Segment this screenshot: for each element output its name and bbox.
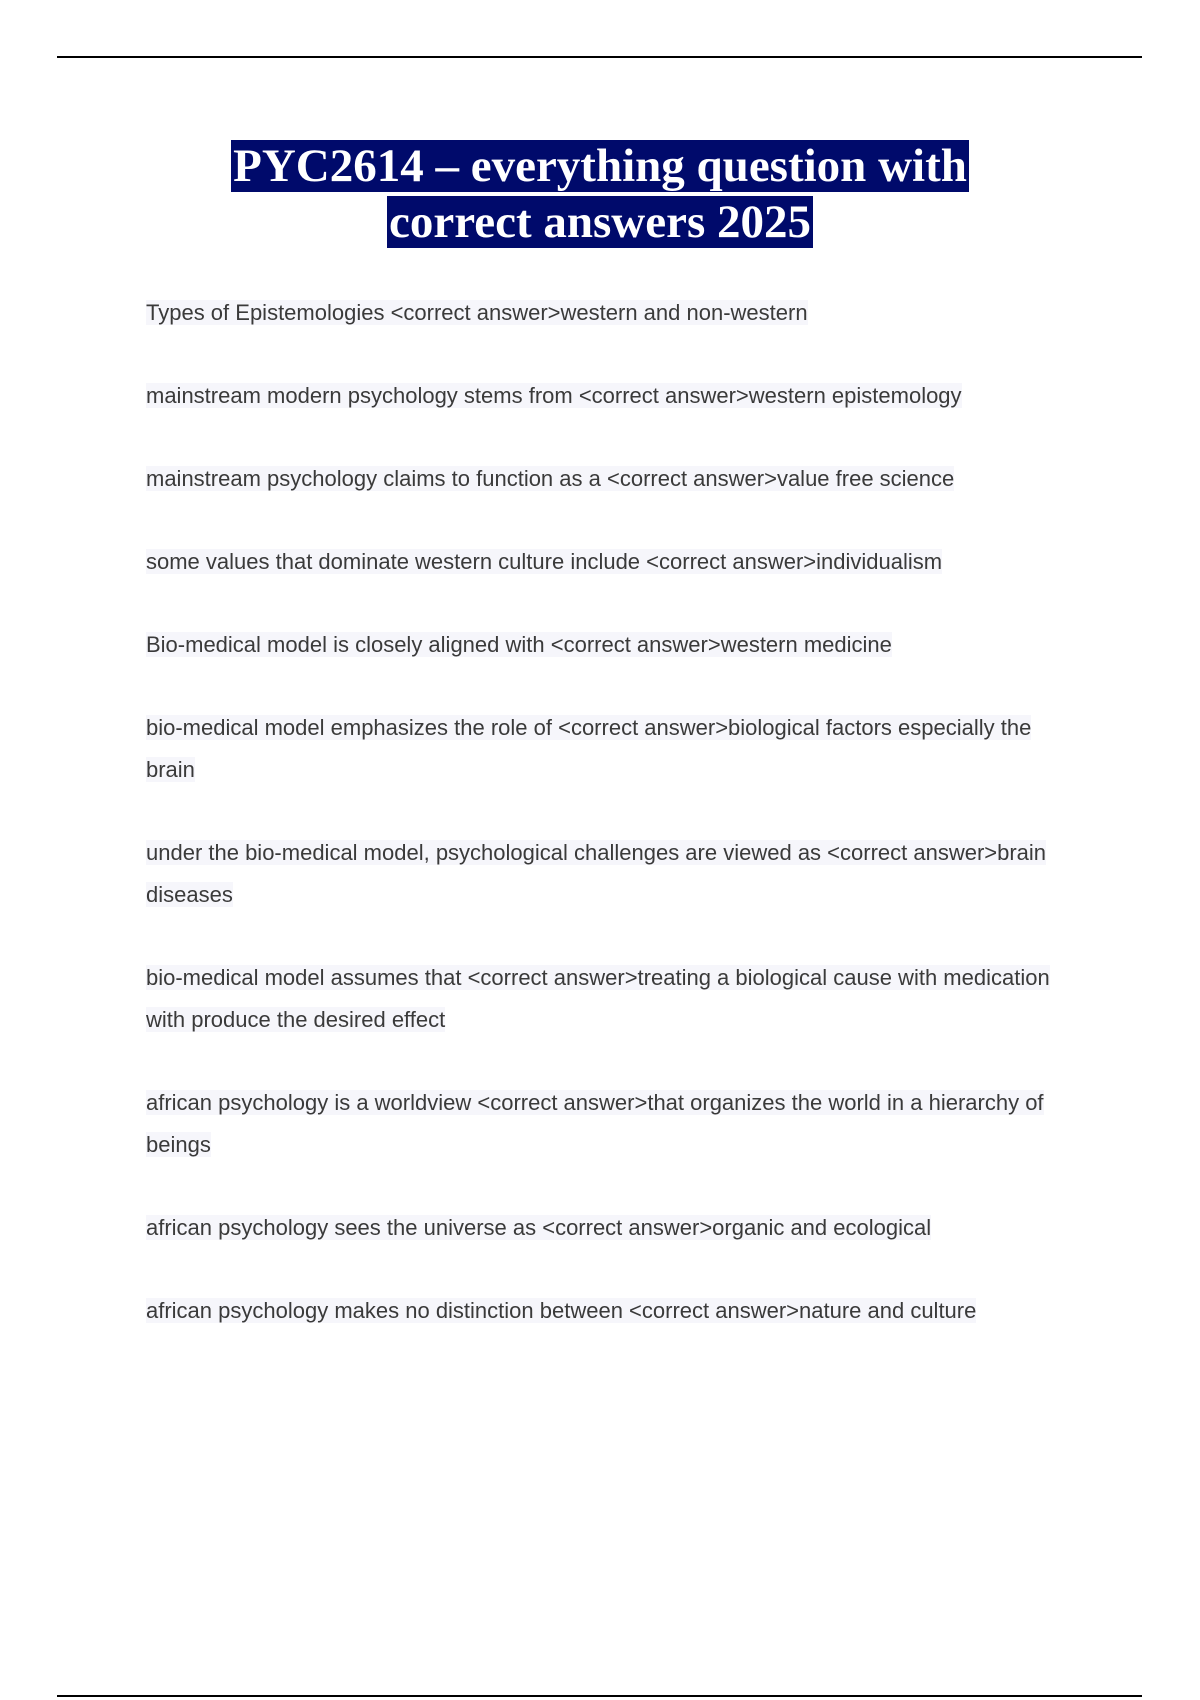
bottom-rule [57, 1695, 1142, 1697]
qa-item [146, 624, 1086, 666]
qa-item [146, 832, 1086, 916]
qa-item-text: Bio-medical model is closely aligned with <correct answer>western medicine [146, 632, 892, 657]
qa-item [146, 458, 1086, 500]
qa-item [146, 957, 1086, 1041]
qa-list [146, 292, 1086, 1373]
document-title-line-1: PYC2614 – everything question with [233, 140, 967, 192]
qa-item-text: bio-medical model emphasizes the role of <correct answer>biological factors especially the brain [146, 715, 1032, 782]
qa-item [146, 1290, 1086, 1332]
qa-item-text: some values that dominate western culture include <correct answer>individualism [146, 549, 943, 574]
qa-item-text: bio-medical model assumes that <correct answer>treating a biological cause with medication with produce the desired effect [146, 965, 1050, 1032]
document-title [100, 138, 1100, 250]
qa-item-text: mainstream modern psychology stems from <correct answer>western epistemology [146, 383, 962, 408]
qa-item-text: african psychology is a worldview <correct answer>that organizes the world in a hierarchy of beings [146, 1090, 1044, 1157]
qa-item [146, 1207, 1086, 1249]
qa-item [146, 1082, 1086, 1166]
document-title-line-2: correct answers 2025 [389, 196, 811, 248]
qa-item [146, 375, 1086, 417]
top-rule [57, 56, 1142, 58]
qa-item-text: african psychology sees the universe as <correct answer>organic and ecological [146, 1215, 932, 1240]
qa-item [146, 541, 1086, 583]
qa-item-text: mainstream psychology claims to function as a <correct answer>value free science [146, 466, 955, 491]
qa-item-text: Types of Epistemologies <correct answer>western and non-western [146, 300, 808, 325]
qa-item [146, 707, 1086, 791]
qa-item [146, 292, 1086, 334]
qa-item-text: african psychology makes no distinction between <correct answer>nature and culture [146, 1298, 977, 1323]
qa-item-text: under the bio-medical model, psychological challenges are viewed as <correct answer>brain diseases [146, 840, 1047, 907]
